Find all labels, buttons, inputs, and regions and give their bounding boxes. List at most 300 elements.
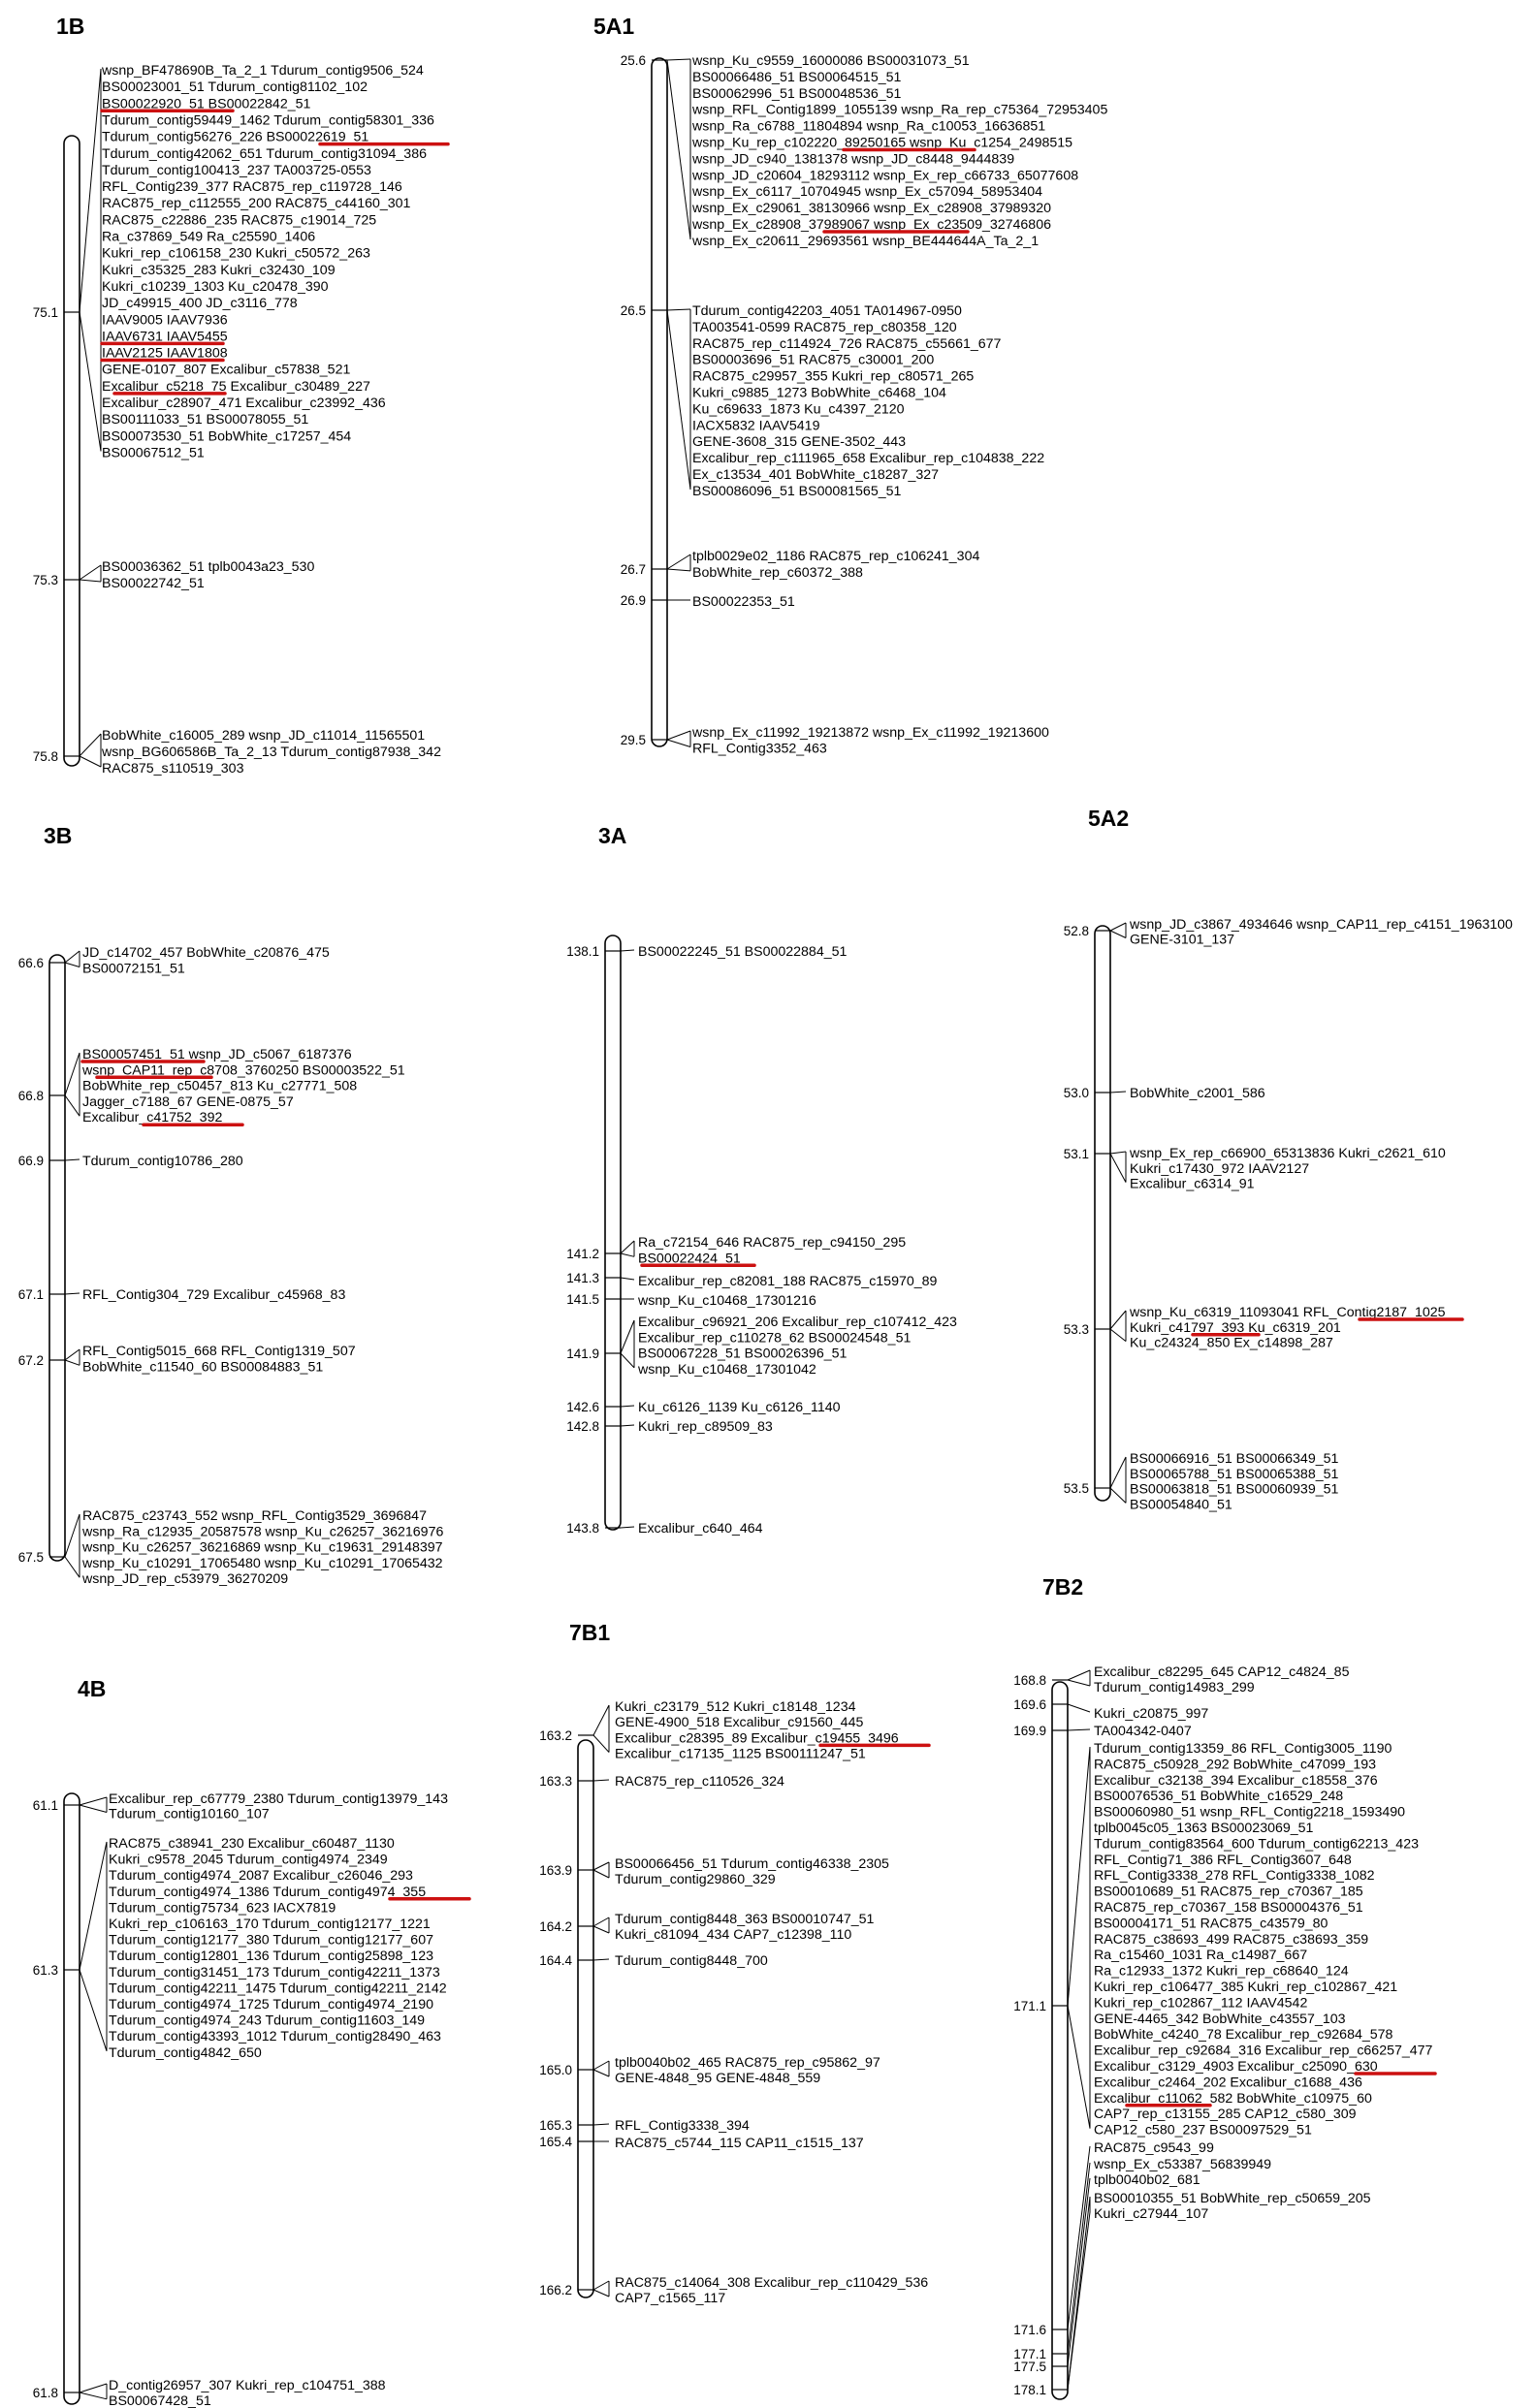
locus-position: 165.4 [539, 2135, 572, 2149]
locus-group [1064, 917, 1513, 948]
marker-label: wsnp_CAP11_rep_c8708_3760250 BS00003522_51 [82, 1062, 405, 1079]
connector-line [80, 312, 101, 451]
marker-label: RAC875_c38941_230 Excalibur_c60487_1130 [109, 1836, 395, 1852]
locus-group [539, 1953, 768, 1969]
locus-position: 164.2 [539, 1919, 572, 1934]
marker-label: Kukri_c27944_107 [1094, 2206, 1209, 2222]
marker-label: Kukri_c23179_512 Kukri_c18148_1234 [615, 1699, 856, 1715]
locus-position: 171.6 [1013, 2323, 1046, 2337]
locus-group [18, 1287, 346, 1303]
marker-label: CAP7_c1565_117 [615, 2291, 726, 2306]
locus-position: 163.9 [539, 1863, 572, 1878]
chromosome-bar [64, 1793, 80, 2404]
marker-label: RAC875_c14064_308 Excalibur_rep_c110429_536 [615, 2275, 929, 2291]
chromosome-bar [49, 955, 65, 1561]
chromosome-title: 3B [44, 823, 73, 848]
locus-group [1013, 1724, 1192, 1739]
marker-label: BS00022742_51 [102, 576, 205, 591]
marker-label: BS00022920_51 BS00022842_51 [102, 96, 311, 112]
marker-label: Excalibur_c28395_89 Excalibur_c19455_3496 [615, 1730, 899, 1747]
locus-position: 26.7 [620, 562, 646, 577]
connector-line [1068, 1729, 1090, 1730]
marker-label: Tdurum_contig83564_600 Tdurum_contig62213_423 [1094, 1836, 1419, 1853]
marker-label: Tdurum_contig4842_650 [109, 2044, 262, 2061]
marker-label: Excalibur_c32138_394 Excalibur_c18558_376 [1094, 1772, 1378, 1789]
locus-position: 61.3 [32, 1963, 58, 1978]
marker-label: JD_c49915_400 JD_c3116_778 [102, 296, 298, 312]
connector-line [593, 1917, 609, 1926]
connector-line [1110, 1092, 1126, 1093]
marker-label: Tdurum_contig42211_1475 Tdurum_contig42211_2142 [109, 1980, 447, 1997]
marker-label: BS00073530_51 BobWhite_c17257_454 [102, 428, 352, 445]
marker-label: RFL_Contig3338_394 [615, 2118, 750, 2134]
marker-label: Kukri_c17430_972 IAAV2127 [1130, 1160, 1310, 1177]
chromosome-3b [18, 823, 444, 1587]
marker-label: wsnp_Ex_c6117_10704945 wsnp_Ex_c57094_58953404 [692, 184, 1043, 201]
marker-label: wsnp_Ex_c53387_56839949 [1094, 2157, 1272, 2172]
chromosome-title: 7B2 [1042, 1574, 1084, 1600]
locus-position: 143.8 [566, 1521, 599, 1536]
connector-line [621, 1406, 634, 1407]
marker-label: Kukri_c9885_1273 BobWhite_c6468_104 [692, 385, 946, 401]
locus-position: 67.5 [17, 1550, 44, 1565]
locus-group [621, 725, 1049, 757]
locus-position: 66.8 [17, 1089, 44, 1103]
marker-label: Tdurum_contig13359_86 RFL_Contig3005_1190 [1094, 1741, 1392, 1757]
locus-group [1064, 1305, 1446, 1351]
marker-label: wsnp_Ku_c9559_16000086 BS00031073_51 [692, 53, 970, 69]
connector-line [1068, 1680, 1090, 1686]
marker-label: BS00036362_51 tplb0043a23_530 [102, 559, 315, 575]
connector-line [621, 1353, 634, 1368]
locus-group [621, 303, 1044, 499]
marker-label: wsnp_Ku_c10468_17301216 [638, 1293, 816, 1309]
connector-line [667, 554, 690, 569]
chromosome-7b1 [539, 1620, 928, 2306]
connector-line [621, 1527, 634, 1528]
marker-label: BobWhite_c11540_60 BS00084883_51 [82, 1359, 324, 1376]
marker-label: tplb0045c05_1363 BS00023069_51 [1094, 1821, 1314, 1836]
locus-position: 141.9 [566, 1347, 599, 1361]
marker-label: BS00010355_51 BobWhite_rep_c50659_205 [1094, 2191, 1371, 2206]
chromosome-bar [605, 935, 621, 1530]
marker-label: Ku_c6126_1139 Ku_c6126_1140 [638, 1400, 841, 1415]
marker-label: JD_c14702_457 BobWhite_c20876_475 [82, 945, 330, 961]
marker-label: Ex_c13534_401 BobWhite_c18287_327 [692, 467, 940, 483]
connector-line [667, 60, 690, 239]
connector-line [593, 1735, 609, 1753]
marker-label: wsnp_Ra_c12935_20587578 wsnp_Ku_c26257_36216976 [82, 1524, 444, 1540]
connector-line [1110, 1154, 1126, 1183]
connector-line [1110, 1457, 1126, 1488]
marker-label: BS00063818_51 BS00060939_51 [1130, 1481, 1339, 1498]
marker-label: BS00054840_51 [1130, 1497, 1232, 1513]
locus-group [539, 1774, 784, 1790]
connector-line [1110, 931, 1126, 938]
marker-label: Ra_c15460_1031 Ra_c14987_667 [1094, 1948, 1308, 1964]
marker-label: wsnp_Ku_c10468_17301042 [638, 1361, 816, 1378]
marker-label: BS00066456_51 Tdurum_contig46338_2305 [615, 1856, 889, 1872]
connector-line [593, 2281, 609, 2290]
chromosome-bar [1095, 926, 1110, 1501]
connector-line [593, 2290, 609, 2297]
marker-label: D_contig26957_307 Kukri_rep_c104751_388 [109, 2378, 386, 2393]
marker-label: BobWhite_c4240_78 Excalibur_rep_c92684_578 [1094, 2027, 1393, 2044]
marker-label: RAC875_c9543_99 [1094, 2140, 1214, 2156]
marker-label: BS00022245_51 BS00022884_51 [638, 944, 848, 960]
locus-group [33, 1791, 448, 1822]
locus-position: 53.1 [1063, 1147, 1089, 1161]
chromosome-bar [652, 58, 667, 746]
marker-label: Tdurum_contig4974_2087 Excalibur_c26046_293 [109, 1868, 413, 1885]
marker-label: wsnp_Ex_rep_c66900_65313836 Kukri_c2621_610 [1130, 1146, 1446, 1161]
marker-label: GENE-0107_807 Excalibur_c57838_521 [102, 362, 351, 378]
marker-label: RAC875_c50928_292 BobWhite_c47099_193 [1094, 1757, 1377, 1773]
marker-label: CAP7_rep_c13155_285 CAP12_c580_309 [1094, 2107, 1357, 2123]
marker-label: Kukri_rep_c106158_230 Kukri_c50572_263 [102, 245, 370, 262]
marker-label: wsnp_JD_rep_c53979_36270209 [82, 1571, 289, 1588]
locus-group [566, 1521, 762, 1537]
locus-position: 26.5 [620, 303, 646, 318]
marker-label: Excalibur_c11062_582 BobWhite_c10975_60 [1094, 2090, 1372, 2107]
locus-position: 165.3 [539, 2118, 572, 2133]
connector-line [65, 1095, 80, 1116]
marker-label: IAAV2125 IAAV1808 [102, 345, 228, 362]
marker-label: wsnp_Ra_c6788_11804894 wsnp_Ra_c10053_16636851 [692, 118, 1046, 135]
marker-label: BS00022353_51 [692, 594, 795, 610]
locus-group [539, 2118, 750, 2134]
locus-position: 165.0 [539, 2063, 572, 2077]
marker-label: BS00076536_51 BobWhite_c16529_248 [1094, 1789, 1344, 1805]
connector-line [65, 951, 80, 963]
marker-label: RAC875_rep_c110526_324 [615, 1774, 784, 1790]
marker-label: Tdurum_contig59449_1462 Tdurum_contig58301_336 [102, 112, 434, 129]
connector-line [65, 963, 80, 967]
chromosome-3a [566, 823, 957, 1537]
locus-group [566, 1315, 957, 1378]
marker-label: Excalibur_rep_c82081_188 RAC875_c15970_89 [638, 1274, 938, 1289]
locus-position: 178.1 [1013, 2383, 1046, 2397]
marker-label: BS00060980_51 wsnp_RFL_Contig2218_1593490 [1094, 1804, 1406, 1821]
marker-label: BS00086096_51 BS00081565_51 [692, 483, 902, 499]
locus-group [539, 2275, 928, 2306]
connector-line [65, 1293, 80, 1294]
marker-label: GENE-3101_137 [1130, 932, 1235, 948]
connector-line [1068, 1670, 1090, 1680]
chromosome-title: 4B [78, 1676, 107, 1701]
connector-line [621, 1320, 634, 1353]
connector-line [1068, 2178, 1090, 2366]
marker-label: RAC875_c23743_552 wsnp_RFL_Contig3529_3696847 [82, 1508, 427, 1524]
locus-position: 53.5 [1063, 1481, 1089, 1496]
locus-position: 61.1 [32, 1798, 58, 1813]
marker-label: Tdurum_contig56276_226 BS00022619_51 [102, 129, 369, 145]
marker-label: Tdurum_contig10160_107 [109, 1806, 270, 1822]
locus-position: 163.2 [539, 1728, 572, 1743]
marker-label: Kukri_c35325_283 Kukri_c32430_109 [102, 262, 336, 278]
marker-label: TA004342-0407 [1094, 1724, 1192, 1739]
connector-line [593, 1862, 609, 1870]
marker-label: Tdurum_contig12801_136 Tdurum_contig25898_123 [109, 1949, 433, 1965]
marker-label: tplb0040b02_465 RAC875_rep_c95862_97 [615, 2055, 880, 2071]
locus-position: 53.3 [1063, 1322, 1089, 1337]
marker-label: Excalibur_c5218_75 Excalibur_c30489_227 [102, 378, 370, 395]
marker-label: Tdurum_contig29860_329 [615, 1872, 776, 1887]
connector-line [1110, 1152, 1126, 1154]
locus-position: 67.2 [17, 1353, 44, 1368]
marker-label: Kukri_rep_c102867_112 IAAV4542 [1094, 1995, 1308, 2012]
connector-line [667, 309, 690, 310]
locus-position: 66.6 [17, 956, 44, 970]
marker-label: Tdurum_contig10786_280 [82, 1154, 243, 1169]
locus-position: 29.5 [620, 733, 646, 747]
marker-label: BS00067228_51 BS00026396_51 [638, 1346, 848, 1362]
marker-label: RAC875_c29957_355 Kukri_rep_c80571_265 [692, 368, 975, 385]
marker-label: Tdurum_contig12177_380 Tdurum_contig12177_607 [109, 1932, 433, 1949]
connector-line [80, 756, 101, 767]
locus-position: 67.1 [17, 1287, 44, 1302]
marker-label: BobWhite_c16005_289 wsnp_JD_c11014_11565501 [102, 728, 426, 744]
locus-position: 61.8 [32, 2386, 58, 2400]
marker-label: Tdurum_contig42062_651 Tdurum_contig31094_386 [102, 145, 427, 162]
connector-line [621, 1278, 634, 1280]
marker-label: Tdurum_contig4974_243 Tdurum_contig11603_149 [109, 2012, 426, 2029]
marker-label: Tdurum_contig8448_700 [615, 1953, 768, 1969]
marker-label: RAC875_s110519_303 [102, 761, 244, 776]
marker-label: GENE-4465_342 BobWhite_c43557_103 [1094, 2011, 1346, 2027]
marker-label: Kukri_rep_c89509_83 [638, 1419, 773, 1435]
connector-line [593, 1780, 609, 1781]
marker-label: wsnp_Ex_c11992_19213872 wsnp_Ex_c11992_19213600 [692, 725, 1049, 741]
marker-label: wsnp_JD_c20604_18293112 wsnp_Ex_rep_c66733_65077608 [692, 168, 1079, 184]
chromosome-title: 1B [56, 14, 85, 39]
marker-label: Excalibur_rep_c110278_62 BS00024548_51 [638, 1330, 912, 1347]
marker-label: Tdurum_contig43393_1012 Tdurum_contig28490_463 [109, 2029, 441, 2045]
marker-label: GENE-4900_518 Excalibur_c91560_445 [615, 1715, 864, 1731]
marker-label: wsnp_RFL_Contig1899_1055139 wsnp_Ra_rep_c75364_72953405 [692, 102, 1108, 118]
connector-line [1110, 923, 1126, 931]
chromosome-bar [578, 1740, 593, 2297]
locus-position: 169.9 [1013, 1724, 1046, 1738]
marker-label: RAC875_c38693_499 RAC875_c38693_359 [1094, 1931, 1369, 1948]
locus-group [621, 593, 795, 610]
connector-line [1068, 2163, 1090, 2354]
marker-label: BS00062996_51 BS00048536_51 [692, 85, 902, 102]
marker-label: Kukri_c81094_434 CAP7_c12398_110 [615, 1927, 852, 1943]
locus-position: 52.8 [1063, 924, 1089, 938]
marker-label: Kukri_c9578_2045 Tdurum_contig4974_2349 [109, 1852, 388, 1868]
marker-label: BS00023001_51 Tdurum_contig81102_102 [102, 79, 368, 96]
locus-position: 177.1 [1013, 2347, 1046, 2361]
locus-position: 177.5 [1013, 2360, 1046, 2374]
marker-label: RFL_Contig5015_668 RFL_Contig1319_507 [82, 1344, 356, 1359]
connector-line [80, 69, 101, 312]
connector-line [667, 310, 690, 490]
locus-group [33, 2378, 386, 2408]
marker-label: Excalibur_c3129_4903 Excalibur_c25090_630 [1094, 2059, 1378, 2075]
chromosome-title: 5A2 [1088, 806, 1130, 831]
locus-group [1013, 1741, 1432, 2139]
chromosome-7b2 [1013, 1574, 1432, 2399]
marker-label: wsnp_Ex_c28908_37989067 wsnp_Ex_c23509_32746806 [692, 217, 1051, 233]
marker-label: Tdurum_contig42203_4051 TA014967-0950 [692, 303, 962, 319]
locus-group [33, 63, 434, 460]
connector-line [667, 740, 690, 747]
connector-line [593, 2061, 609, 2070]
connector-line [65, 1514, 80, 1557]
marker-label: wsnp_Ku_rep_c102220_89250165 wsnp_Ku_c1254_2498515 [692, 135, 1073, 151]
locus-position: 75.1 [32, 305, 58, 320]
connector-line [80, 1805, 107, 1813]
marker-label: BS00066486_51 BS00064515_51 [692, 69, 902, 85]
marker-label: Excalibur_rep_c92684_316 Excalibur_rep_c66257_477 [1094, 2043, 1433, 2059]
marker-label: RFL_Contig3338_278 RFL_Contig3338_1082 [1094, 1868, 1375, 1885]
connector-line [65, 1349, 80, 1360]
locus-group [1013, 1697, 1208, 1722]
locus-position: 141.3 [566, 1271, 599, 1285]
locus-position: 53.0 [1063, 1086, 1089, 1100]
locus-position: 141.2 [566, 1247, 599, 1261]
marker-label: Ra_c72154_646 RAC875_rep_c94150_295 [638, 1235, 907, 1251]
connector-line [80, 2392, 107, 2399]
locus-group [1064, 1146, 1446, 1192]
marker-label: BS00067512_51 [102, 445, 205, 461]
locus-position: 168.8 [1013, 1673, 1046, 1688]
connector-line [593, 1926, 609, 1933]
marker-label: wsnp_Ex_c20611_29693561 wsnp_BE444644A_Ta_2_1 [692, 233, 1040, 249]
connector-line [65, 1053, 80, 1095]
connector-line [593, 2124, 609, 2125]
marker-label: Kukri_c20875_997 [1094, 1706, 1209, 1722]
marker-label: BS00111033_51 BS00078055_51 [102, 412, 309, 428]
locus-position: 142.8 [566, 1419, 599, 1434]
connector-line [593, 1959, 609, 1960]
locus-group [566, 1271, 937, 1289]
locus-group [18, 1047, 405, 1125]
marker-label: wsnp_Ku_c26257_36216869 wsnp_Ku_c19631_29148397 [82, 1539, 443, 1556]
marker-label: Tdurum_contig100413_237 TA003725-0553 [102, 162, 371, 178]
marker-label: IAAV6731 IAAV5455 [102, 329, 228, 345]
marker-label: BS00065788_51 BS00065388_51 [1130, 1466, 1339, 1482]
marker-label: Ra_c12933_1372 Kukri_rep_c68640_124 [1094, 1963, 1349, 1980]
marker-label: Excalibur_c41752_392 [82, 1110, 223, 1126]
connector-line [1110, 1329, 1126, 1342]
marker-label: Ku_c69633_1873 Ku_c4397_2120 [692, 401, 905, 418]
connector-line [1110, 1488, 1126, 1503]
locus-group [33, 1836, 447, 2061]
marker-label: wsnp_JD_c3867_4934646 wsnp_CAP11_rep_c4151_1963100 [1130, 917, 1513, 933]
connector-line [65, 1557, 80, 1577]
connector-line [593, 1705, 609, 1735]
chromosome-5a2 [1064, 806, 1513, 1512]
marker-label: Kukri_rep_c106163_170 Tdurum_contig12177_1221 [109, 1917, 431, 1932]
marker-label: IAAV9005 IAAV7936 [102, 312, 228, 329]
locus-group [621, 549, 980, 581]
marker-label: Excalibur_rep_c111965_658 Excalibur_rep_c104838_222 [692, 451, 1045, 467]
marker-label: Tdurum_contig4974_1725 Tdurum_contig4974_2190 [109, 1997, 433, 2012]
marker-label: Excalibur_rep_c67779_2380 Tdurum_contig13979_143 [109, 1791, 448, 1807]
connector-line [621, 950, 634, 951]
marker-label: Tdurum_contig4974_1386 Tdurum_contig4974_355 [109, 1884, 427, 1900]
connector-line [80, 1842, 107, 1970]
locus-position: 141.5 [566, 1292, 599, 1307]
locus-position: 138.1 [566, 944, 599, 959]
marker-label: wsnp_Ku_c10291_17065480 wsnp_Ku_c10291_17065432 [82, 1555, 443, 1571]
locus-group [1064, 1086, 1265, 1101]
marker-label: RFL_Contig304_729 Excalibur_c45968_83 [82, 1287, 346, 1303]
connector-line [1110, 1311, 1126, 1329]
locus-position: 25.6 [620, 53, 646, 68]
marker-label: BobWhite_c2001_586 [1130, 1086, 1265, 1101]
connector-line [65, 1360, 80, 1365]
connector-line [621, 1425, 634, 1426]
marker-label: BS00004171_51 RAC875_c43579_80 [1094, 1916, 1328, 1932]
marker-label: tplb0040b02_681 [1094, 2172, 1200, 2188]
connector-line [621, 1253, 634, 1256]
marker-label: BS00057451_51 wsnp_JD_c5067_6187376 [82, 1047, 352, 1062]
marker-label: RFL_Contig71_386 RFL_Contig3607_648 [1094, 1852, 1352, 1868]
connector-line [1068, 1704, 1090, 1712]
chromosome-bar [64, 136, 80, 766]
marker-label: RAC875_c22886_235 RAC875_c19014_725 [102, 212, 377, 229]
marker-label: IACX5832 IAAV5419 [692, 418, 820, 434]
connector-line [667, 731, 690, 740]
marker-label: BS00022424_51 [638, 1251, 741, 1267]
marker-label: RAC875_rep_c70367_158 BS00004376_51 [1094, 1900, 1363, 1916]
marker-label: Excalibur_c640_464 [638, 1521, 763, 1537]
chromosome-title: 5A1 [593, 14, 635, 39]
marker-label: wsnp_Ex_c29061_38130966 wsnp_Ex_c28908_37989320 [692, 201, 1051, 217]
connector-line [65, 1159, 80, 1160]
locus-group [18, 1508, 444, 1587]
marker-label: BS00072151_51 [82, 961, 185, 977]
marker-label: Excalibur_c96921_206 Excalibur_rep_c107412_423 [638, 1315, 957, 1330]
marker-label: BS00067428_51 [109, 2392, 211, 2408]
marker-label: wsnp_BF478690B_Ta_2_1 Tdurum_contig9506_524 [102, 63, 424, 79]
marker-label: Ra_c37869_549 Ra_c25590_1406 [102, 229, 316, 245]
marker-label: RAC875_rep_c114924_726 RAC875_c55661_677 [692, 335, 1002, 352]
marker-label: CAP12_c580_237 BS00097529_51 [1094, 2122, 1312, 2139]
chromosome-4b [33, 1676, 448, 2408]
connector-line [80, 580, 101, 582]
locus-position: 163.3 [539, 1774, 572, 1789]
marker-label: RAC875_c5744_115 CAP11_c1515_137 [615, 2136, 864, 2151]
marker-label: Excalibur_c28907_471 Excalibur_c23992_436 [102, 396, 386, 411]
locus-group [33, 728, 441, 776]
marker-label: BobWhite_rep_c60372_388 [692, 564, 863, 581]
marker-label: BS00010689_51 RAC875_rep_c70367_185 [1094, 1884, 1363, 1900]
chromosome-bar [1052, 1682, 1068, 2399]
connector-line [593, 2070, 609, 2076]
connector-line [1068, 2006, 1090, 2129]
connector-line [621, 1241, 634, 1253]
locus-position: 66.9 [17, 1154, 44, 1168]
marker-label: GENE-4848_95 GENE-4848_559 [615, 2071, 821, 2086]
marker-label: Excalibur_c6314_91 [1130, 1176, 1255, 1192]
chromosome-title: 3A [598, 823, 627, 848]
connector-line [80, 565, 101, 580]
locus-group [566, 1419, 773, 1435]
marker-label: RAC875_rep_c112555_200 RAC875_c44160_301 [102, 196, 411, 212]
marker-label: GENE-3608_315 GENE-3502_443 [692, 434, 907, 451]
connector-line [80, 2384, 107, 2392]
marker-label: Tdurum_contig8448_363 BS00010747_51 [615, 1912, 875, 1927]
locus-group [18, 1344, 356, 1375]
locus-group [566, 1292, 816, 1309]
marker-label: Jagger_c7188_67 GENE-0875_57 [82, 1093, 294, 1110]
marker-label: Tdurum_contig14983_299 [1094, 1680, 1255, 1695]
locus-position: 169.6 [1013, 1697, 1046, 1712]
